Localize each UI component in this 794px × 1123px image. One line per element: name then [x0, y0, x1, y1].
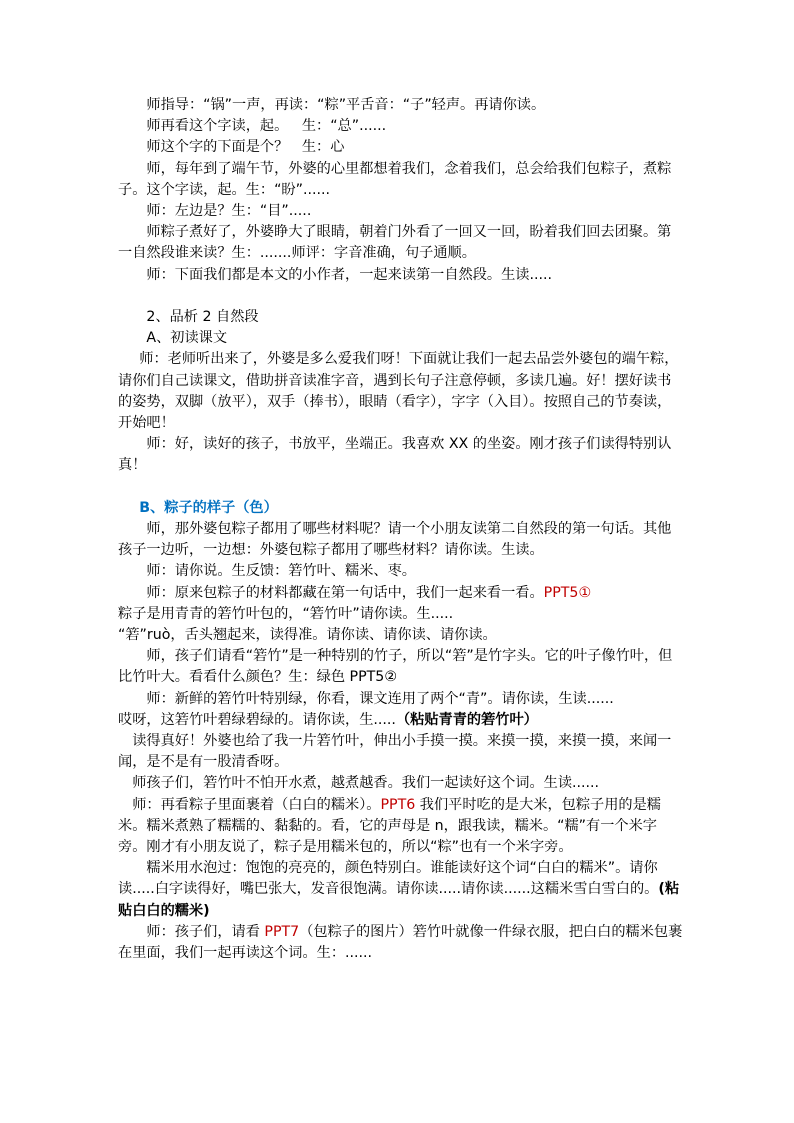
text-run: 师：再看粽子里面裹着（白白的糯米）。 [132, 796, 381, 813]
document-body [118, 95, 684, 964]
paragraph: 师，每年到了端午节，外婆的心里都想着我们，念着我们，总会给我们包粽子，煮粽子。这个字读，起。生：“盼”...... [118, 160, 672, 198]
paragraph: 师：请你说。生反馈：箬竹叶、糯米、枣。 [146, 563, 416, 580]
paragraph: “箬”ruò，舌头翘起来，读得准。请你读、请你读、请你读。 [118, 627, 497, 644]
paragraph: 师：新鲜的箬竹叶特别绿，你看，课文连用了两个“青”。请你读，生读...... [146, 690, 614, 707]
paragraph: 师：老师听出来了，外婆是多么爱我们呀！下面就让我们一起去品尝外婆包的端午粽，请你们自己读课文，借助拼音读准字音，遇到长句子注意停顿，多读几遍。好！摆好读书的姿势，双脚（放平），双手（捧书），眼睛（看字），字字（入目）。按照自己的节奏读，开始吧！ [118, 351, 679, 432]
bold-note: （粘贴青青的箬竹叶） [395, 711, 538, 728]
text-run: 生：“总”...... [301, 118, 387, 135]
blank-line [118, 477, 684, 498]
text-run: 糯米用水泡过：饱饱的亮亮的，颜色特别白。谁能读好这个词“白白的糯米”。请你读.....白字读得好，嘴巴张大，发音很饱满。请你读.....请你读......这糯米雪白雪白的。 [118, 860, 659, 898]
paragraph [118, 137, 684, 158]
paragraph [118, 858, 684, 922]
blank-line [118, 286, 684, 307]
paragraph [118, 922, 684, 964]
bold-note: (粘贴白白的糯米) [118, 881, 680, 919]
paragraph: 师指导：“锅”一声，再读：“粽”平舌音：“子”轻声。再请你读。 [146, 97, 546, 113]
paragraph: 粽子是用青青的箬竹叶包的，“箬竹叶”请你读。生..... [118, 605, 454, 622]
paragraph: 师粽子煮好了，外婆睁大了眼睛，朝着门外看了一回又一回，盼着我们回去团聚。第一自然段谁来读？生：.......师评：字音准确，句子通顺。 [118, 224, 672, 262]
text-run: 我们平时吃的是大米，包粽子用的是糯米。糯米煮熟了糯糯的、黏黏的。看，它的声母是 n，跟我读，糯米。“糯”有一个米字旁。刚才有小朋友说了，粽子是用糯米包的，所以“粽”也有一个米字旁。 [118, 796, 661, 856]
ppt-reference: PPT7 [264, 923, 300, 940]
paragraph [118, 710, 684, 731]
paragraph: 师：好，读好的孩子，书放平，坐端正。我喜欢 XX 的坐姿。刚才孩子们读得特别认真！ [118, 436, 672, 474]
text-run: （包粽子的图片）箬竹叶就像一件绿衣服，把白白的糯米包裹在里面，我们一起再读这个词。生：...... [118, 923, 683, 962]
ppt-reference: PPT5① [543, 584, 592, 601]
subsection-heading: A、初读课文 [146, 330, 228, 347]
paragraph: 师，那外婆包粽子都用了哪些材料呢？请一个小朋友读第二自然段的第一句话。其他孩子一边听，一边想：外婆包粽子都用了哪些材料？请你读。生读。 [118, 521, 672, 559]
paragraph: 师孩子们，箬竹叶不怕开水煮，越煮越香。我们一起读好这个词。生读...... [132, 775, 600, 792]
subsection-heading: B、粽子的样子（色） [139, 499, 278, 516]
section-heading: 2、品析 2 自然段 [146, 309, 259, 326]
text-run: 哎呀，这箬竹叶碧绿碧绿的。请你读，生..... [118, 711, 396, 728]
text-run: 师：原来包粽子的材料都藏在第一句话中，我们一起来看一看。 [146, 584, 544, 601]
paragraph [118, 116, 684, 137]
paragraph [118, 795, 684, 859]
paragraph: 师：下面我们都是本文的小作者，一起来读第一自然段。生读..... [146, 266, 553, 283]
text-run: 生：心 [301, 139, 345, 156]
paragraph: 师，孩子们请看“箬竹”是一种特别的竹子，所以“箬”是竹字头。它的叶子像竹叶，但比竹叶大。看看什么颜色？生：绿色 PPT5② [118, 648, 673, 686]
paragraph: 师：左边是？生：“目”..... [146, 203, 312, 220]
text-run: 师这个字的下面是个？ [146, 139, 289, 156]
paragraph [118, 583, 684, 604]
ppt-reference: PPT6 [380, 796, 416, 813]
paragraph: 读得真好！外婆也给了我一片箬竹叶，伸出小手摸一摸。来摸一摸，来摸一摸，来闻一闻，是不是有一股清香呀。 [118, 733, 672, 771]
text-run: 师：孩子们，请看 [146, 923, 265, 940]
text-run: 师再看这个字读，起。 [146, 118, 289, 135]
